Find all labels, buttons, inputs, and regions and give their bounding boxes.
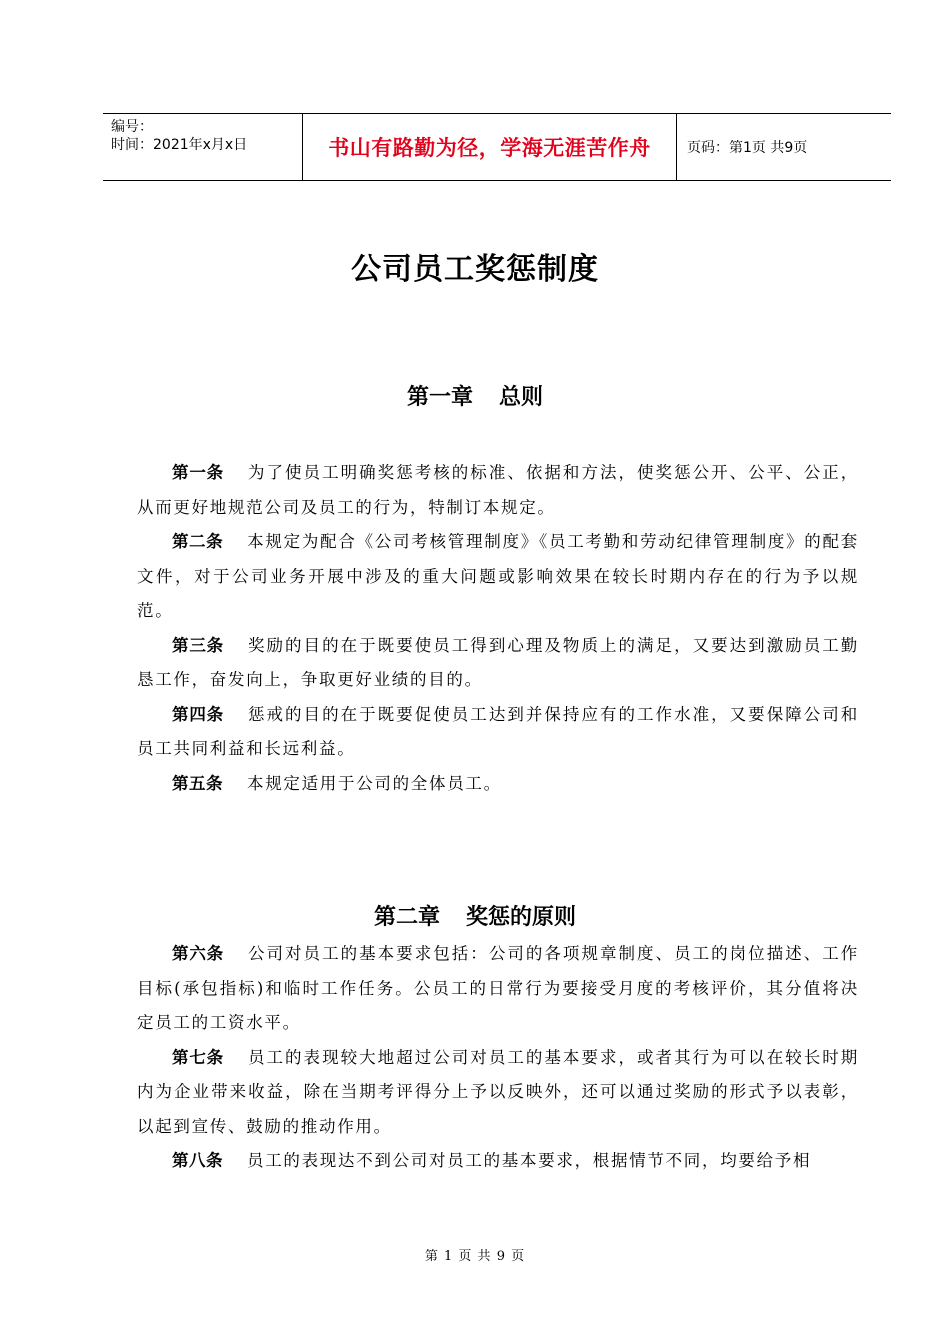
- article-label: 第八条: [172, 1151, 223, 1170]
- article-text: 为了使员工明确奖惩考核的标准、依据和方法，使奖惩公开、公平、公正，从而更好地规范公司及员工的行为，特制订本规定。: [137, 463, 859, 517]
- article-text: 奖励的目的在于既要使员工得到心理及物质上的满足，又要达到激励员工勤恳工作，奋发向上，争取更好业绩的目的。: [137, 635, 859, 689]
- header-motto-cell: [303, 114, 677, 180]
- article-label: 第三条: [172, 635, 224, 655]
- article-text: 惩戒的目的在于既要促使员工达到并保持应有的工作水准，又要保障公司和员工共同利益和长远利益。: [137, 704, 859, 758]
- article-1: [137, 456, 859, 525]
- chapter-number: 第二章: [373, 905, 440, 930]
- chapter-1-body: [137, 456, 859, 801]
- article-5: [137, 767, 859, 802]
- page-footer: 第 1 页 共 9 页: [424, 1249, 526, 1264]
- chapter-2-title: [0, 900, 950, 931]
- number-label: 编号：: [111, 119, 153, 135]
- chapter-name: 总则: [499, 385, 544, 410]
- article-label: 第七条: [172, 1047, 224, 1067]
- article-text: 员工的表现较大地超过公司对员工的基本要求，或者其行为可以在较长时期内为企业带来收益，除在当期考评得分上予以反映外，还可以通过奖励的形式予以表彰，以起到宣传、鼓励的推动作用。: [137, 1047, 859, 1136]
- article-label: 第二条: [172, 532, 224, 551]
- header-page-cell: [677, 114, 891, 180]
- article-4: [137, 698, 859, 767]
- article-7: [137, 1041, 859, 1145]
- article-2: [137, 525, 859, 629]
- article-label: 第六条: [172, 944, 224, 963]
- article-text: 员工的表现达不到公司对员工的基本要求，根据情节不同，均要给予相: [247, 1151, 812, 1170]
- header-meta-cell: [103, 114, 303, 180]
- chapter-name: 奖惩的原则: [466, 905, 577, 930]
- date-label: 时间：2021年x月x日: [111, 137, 248, 153]
- header-table: [103, 113, 891, 181]
- chapter-1-title: [0, 380, 950, 411]
- article-label: 第五条: [172, 773, 223, 793]
- chapter-2-body: [137, 937, 859, 1179]
- article-label: 第一条: [172, 463, 224, 482]
- article-6: [137, 937, 859, 1041]
- article-label: 第四条: [172, 704, 224, 724]
- document-title: 公司员工奖惩制度: [351, 252, 599, 287]
- article-text: 本规定为配合《公司考核管理制度》《员工考勤和劳动纪律管理制度》的配套文件，对于公司业务开展中涉及的重大问题或影响效果在较长时期内存在的行为予以规范。: [137, 532, 859, 620]
- article-text: 本规定适用于公司的全体员工。: [247, 773, 502, 793]
- article-text: 公司对员工的基本要求包括：公司的各项规章制度、员工的岗位描述、工作目标(承包指标)和临时工作任务。公员工的日常行为要接受月度的考核评价，其分值将决定员工的工资水平。: [137, 944, 859, 1032]
- article-8: [137, 1144, 859, 1179]
- chapter-number: 第一章: [406, 385, 473, 410]
- article-3: [137, 629, 859, 698]
- motto-text: 书山有路勤为径，学海无涯苦作舟: [328, 136, 651, 160]
- page-info: 页码：第1页 共9页: [687, 140, 808, 156]
